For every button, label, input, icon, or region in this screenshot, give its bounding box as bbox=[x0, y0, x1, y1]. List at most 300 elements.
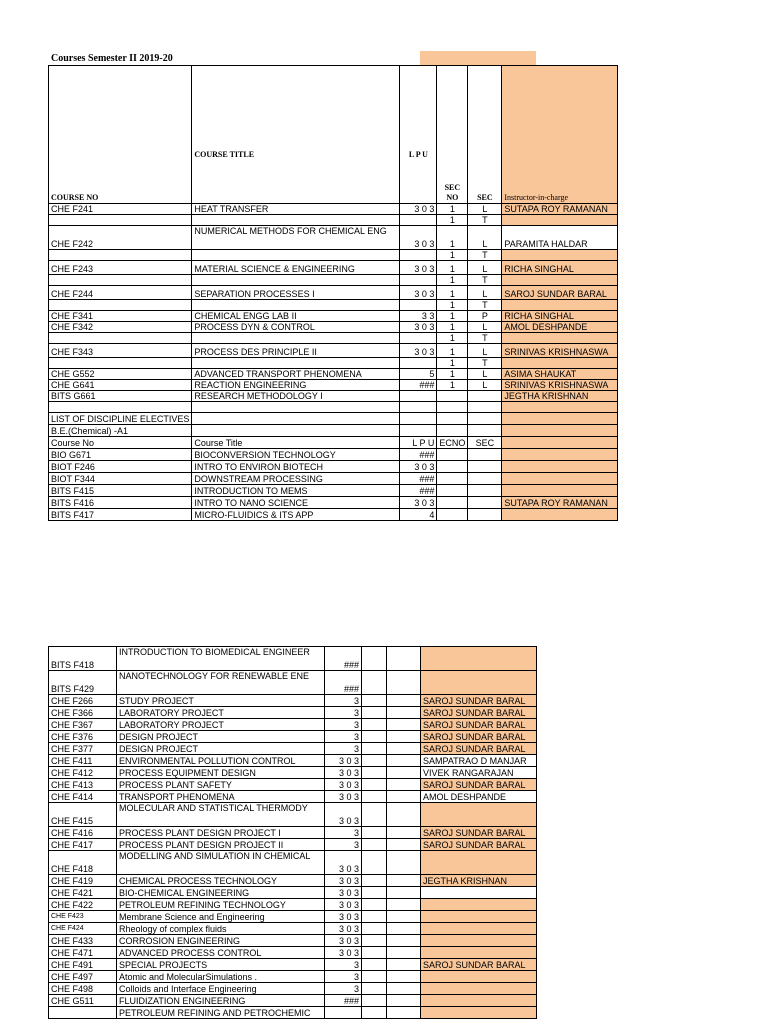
sec-no-cell bbox=[362, 983, 387, 995]
sec-no-cell bbox=[437, 497, 468, 509]
instructor-cell bbox=[421, 971, 537, 983]
courses-table-continued bbox=[48, 646, 537, 1019]
sec-no-cell: 1 bbox=[437, 322, 468, 333]
lpu-cell: 3 0 3 bbox=[325, 767, 362, 779]
course-title-cell: TRANSPORT PHENOMENA bbox=[117, 791, 325, 803]
course-title-cell: RESEARCH METHODOLOGY I bbox=[192, 391, 400, 402]
col-lpu: L P U bbox=[400, 150, 437, 204]
lpu-cell: 3 0 3 bbox=[325, 791, 362, 803]
instructor-cell bbox=[502, 473, 618, 485]
sec-no-cell bbox=[362, 719, 387, 731]
instructor-cell: AMOL DESHPANDE bbox=[502, 322, 618, 333]
electives-header-row bbox=[49, 437, 618, 449]
lpu-cell: 3 0 3 bbox=[325, 851, 362, 875]
header-spacer-row bbox=[49, 66, 618, 150]
course-no-cell: CHE F413 bbox=[49, 779, 117, 791]
elective-row bbox=[49, 497, 618, 509]
courses-table bbox=[48, 65, 618, 521]
course-no-cell: CHE F416 bbox=[49, 827, 117, 839]
lpu-cell: ### bbox=[400, 449, 437, 461]
instructor-cell: SAROJ SUNDAR BARAL bbox=[421, 743, 537, 755]
course-no-cell: BITS F417 bbox=[49, 509, 192, 521]
sec-no-cell bbox=[362, 803, 387, 827]
sec-no-cell bbox=[362, 779, 387, 791]
course-title-cell: BIOCONVERSION TECHNOLOGY bbox=[192, 449, 400, 461]
elective-col-lpu: L P U bbox=[400, 437, 437, 449]
elective-row bbox=[49, 449, 618, 461]
instructor-cell: SAROJ SUNDAR BARAL bbox=[421, 719, 537, 731]
sec-cell bbox=[387, 851, 421, 875]
sec-cell: L bbox=[468, 344, 502, 358]
course-title-cell bbox=[192, 275, 400, 286]
electives-sub-row-text: B.E.(Chemical) -A1 bbox=[49, 425, 192, 437]
table-row bbox=[49, 743, 537, 755]
instructor-cell bbox=[502, 449, 618, 461]
instructor-cell bbox=[421, 947, 537, 959]
empty-cell bbox=[192, 425, 400, 437]
instructor-cell bbox=[502, 509, 618, 521]
electives-title-row-text: LIST OF DISCIPLINE ELECTIVES bbox=[49, 413, 192, 425]
lpu-cell: ### bbox=[400, 485, 437, 497]
sec-no-cell bbox=[437, 402, 468, 413]
course-title-cell: NUMERICAL METHODS FOR CHEMICAL ENG bbox=[192, 226, 400, 250]
sec-cell: L bbox=[468, 380, 502, 391]
instructor-cell bbox=[502, 358, 618, 369]
sec-no-cell bbox=[362, 731, 387, 743]
sec-cell bbox=[387, 923, 421, 935]
course-no-cell: CHE F342 bbox=[49, 322, 192, 333]
lpu-cell: 3 0 3 bbox=[325, 779, 362, 791]
course-title-cell: LABORATORY PROJECT bbox=[117, 719, 325, 731]
course-no-cell: BITS F429 bbox=[49, 671, 117, 695]
lpu-cell: 3 0 3 bbox=[400, 286, 437, 300]
sec-no-cell bbox=[362, 707, 387, 719]
instructor-cell: SRINIVAS KRISHNASWA bbox=[502, 344, 618, 358]
sec-no-cell bbox=[362, 947, 387, 959]
course-no-cell bbox=[49, 358, 192, 369]
course-title-cell: FLUIDIZATION ENGINEERING bbox=[117, 995, 325, 1007]
course-no-cell: CHE F497 bbox=[49, 971, 117, 983]
sec-no-cell bbox=[362, 839, 387, 851]
sec-cell bbox=[468, 485, 502, 497]
sec-cell: T bbox=[468, 333, 502, 344]
course-no-cell: CHE F343 bbox=[49, 344, 192, 358]
sec-no-cell: 1 bbox=[437, 333, 468, 344]
lpu-cell: 3 0 3 bbox=[325, 875, 362, 887]
lpu-cell bbox=[400, 391, 437, 402]
sec-no-cell: 1 bbox=[437, 204, 468, 215]
sec-cell: T bbox=[468, 215, 502, 226]
table-row bbox=[49, 695, 537, 707]
instructor-cell bbox=[502, 425, 618, 437]
lpu-cell: 3 bbox=[325, 719, 362, 731]
header-row bbox=[49, 150, 618, 204]
course-title-cell bbox=[192, 402, 400, 413]
lpu-cell: 3 0 3 bbox=[325, 947, 362, 959]
table-row bbox=[49, 204, 618, 215]
table-row bbox=[49, 851, 537, 875]
sec-cell bbox=[387, 887, 421, 899]
instructor-cell: SAROJ SUNDAR BARAL bbox=[421, 959, 537, 971]
instructor-cell: SAROJ SUNDAR BARAL bbox=[421, 839, 537, 851]
sec-no-cell bbox=[362, 1007, 387, 1019]
lpu-cell: 3 bbox=[325, 959, 362, 971]
lpu-cell bbox=[400, 250, 437, 261]
instructor-cell bbox=[421, 899, 537, 911]
course-no-cell: BIO G671 bbox=[49, 449, 192, 461]
instructor-cell: PARAMITA HALDAR bbox=[502, 226, 618, 250]
sec-no-cell: 1 bbox=[437, 311, 468, 322]
course-title-cell: CHEMICAL PROCESS TECHNOLOGY bbox=[117, 875, 325, 887]
table-row bbox=[49, 344, 618, 358]
instructor-cell bbox=[421, 887, 537, 899]
course-no-cell: CHE F341 bbox=[49, 311, 192, 322]
sec-cell bbox=[387, 731, 421, 743]
elective-col-secno: ECNO bbox=[437, 437, 468, 449]
sec-cell bbox=[387, 935, 421, 947]
course-no-cell: CHE F414 bbox=[49, 791, 117, 803]
instructor-cell: SAMPATRAO D MANJAR bbox=[421, 755, 537, 767]
course-title-cell: LABORATORY PROJECT bbox=[117, 707, 325, 719]
instructor-cell: SAROJ SUNDAR BARAL bbox=[502, 286, 618, 300]
table-row bbox=[49, 275, 618, 286]
sec-no-cell bbox=[362, 647, 387, 671]
course-title-cell: PROCESS PLANT DESIGN PROJECT II bbox=[117, 839, 325, 851]
course-title-cell: PROCESS PLANT SAFETY bbox=[117, 779, 325, 791]
table-row bbox=[49, 311, 618, 322]
sec-no-cell: 1 bbox=[437, 300, 468, 311]
instructor-cell: SAROJ SUNDAR BARAL bbox=[421, 779, 537, 791]
sec-cell bbox=[387, 791, 421, 803]
lpu-cell bbox=[400, 402, 437, 413]
sec-cell bbox=[387, 767, 421, 779]
lpu-cell: 3 bbox=[325, 695, 362, 707]
sec-cell: L bbox=[468, 286, 502, 300]
course-title-cell: BIO-CHEMICAL ENGINEERING bbox=[117, 887, 325, 899]
course-title-cell: MOLECULAR AND STATISTICAL THERMODY bbox=[117, 803, 325, 827]
course-no-cell bbox=[49, 402, 192, 413]
table-row bbox=[49, 791, 537, 803]
sec-no-cell bbox=[437, 473, 468, 485]
sec-cell bbox=[468, 461, 502, 473]
instructor-cell: AMOL DESHPANDE bbox=[421, 791, 537, 803]
course-no-cell bbox=[49, 275, 192, 286]
course-no-cell: CHE F266 bbox=[49, 695, 117, 707]
sec-cell bbox=[387, 647, 421, 671]
electives-title-row bbox=[49, 413, 618, 425]
sec-no-cell bbox=[362, 887, 387, 899]
instructor-cell bbox=[502, 413, 618, 425]
lpu-cell bbox=[400, 275, 437, 286]
course-title-cell: HEAT TRANSFER bbox=[192, 204, 400, 215]
course-title-cell: ADVANCED PROCESS CONTROL bbox=[117, 947, 325, 959]
sec-cell bbox=[387, 827, 421, 839]
sec-no-cell: 1 bbox=[437, 226, 468, 250]
sec-cell: T bbox=[468, 300, 502, 311]
sec-cell: T bbox=[468, 358, 502, 369]
table-row bbox=[49, 333, 618, 344]
instructor-cell bbox=[502, 275, 618, 286]
course-no-cell bbox=[49, 250, 192, 261]
lpu-cell bbox=[400, 300, 437, 311]
elective-col-no: Course No bbox=[49, 437, 192, 449]
lpu-cell: 3 bbox=[325, 971, 362, 983]
sec-no-cell: 1 bbox=[437, 369, 468, 380]
sec-no-cell bbox=[437, 391, 468, 402]
lpu-cell: 3 0 3 bbox=[325, 923, 362, 935]
sec-no-cell bbox=[362, 671, 387, 695]
course-no-cell: BITS F418 bbox=[49, 647, 117, 671]
course-title-cell: PETROLEUM REFINING AND PETROCHEMIC bbox=[117, 1007, 325, 1019]
course-title-cell: MATERIAL SCIENCE & ENGINEERING bbox=[192, 261, 400, 275]
sec-cell bbox=[387, 671, 421, 695]
instructor-cell bbox=[421, 803, 537, 827]
course-no-cell: CHE F418 bbox=[49, 851, 117, 875]
course-title-cell: ENVIRONMENTAL POLLUTION CONTROL bbox=[117, 755, 325, 767]
table-row bbox=[49, 215, 618, 226]
sec-cell: L bbox=[468, 369, 502, 380]
sec-cell bbox=[387, 959, 421, 971]
lpu-cell: 3 bbox=[325, 707, 362, 719]
table-row bbox=[49, 779, 537, 791]
sec-no-cell bbox=[437, 461, 468, 473]
course-title-cell: CORROSION ENGINEERING bbox=[117, 935, 325, 947]
instructor-column-cap bbox=[420, 51, 536, 65]
sec-cell bbox=[468, 473, 502, 485]
course-no-cell: CHE F471 bbox=[49, 947, 117, 959]
course-no-cell: CHE F243 bbox=[49, 261, 192, 275]
lpu-cell: 3 0 3 bbox=[400, 497, 437, 509]
course-title-cell: MICRO-FLUIDICS & ITS APP bbox=[192, 509, 400, 521]
course-no-cell: BIOT F246 bbox=[49, 461, 192, 473]
instructor-cell bbox=[502, 437, 618, 449]
course-no-cell: CHE F411 bbox=[49, 755, 117, 767]
elective-row bbox=[49, 473, 618, 485]
course-no-cell: CHE F377 bbox=[49, 743, 117, 755]
instructor-cell bbox=[502, 485, 618, 497]
course-title-cell bbox=[192, 300, 400, 311]
sec-cell: T bbox=[468, 250, 502, 261]
lpu-cell: 3 0 3 bbox=[325, 911, 362, 923]
elective-row bbox=[49, 485, 618, 497]
course-no-cell: CHE F491 bbox=[49, 959, 117, 971]
table-row bbox=[49, 707, 537, 719]
course-title-cell: INTRO TO NANO SCIENCE bbox=[192, 497, 400, 509]
table-row bbox=[49, 322, 618, 333]
lpu-cell: 5 bbox=[400, 369, 437, 380]
table-row bbox=[49, 1007, 537, 1019]
instructor-cell: RICHA SINGHAL bbox=[502, 261, 618, 275]
sec-no-cell: 1 bbox=[437, 250, 468, 261]
table-row bbox=[49, 391, 618, 402]
table-row bbox=[49, 899, 537, 911]
elective-row bbox=[49, 461, 618, 473]
sec-no-cell bbox=[437, 449, 468, 461]
sec-no-cell: 1 bbox=[437, 344, 468, 358]
elective-row bbox=[49, 509, 618, 521]
sec-no-cell bbox=[362, 971, 387, 983]
sec-no-cell: 1 bbox=[437, 286, 468, 300]
col-sec: SEC bbox=[468, 150, 502, 204]
course-title-cell: PROCESS DES PRINCIPLE II bbox=[192, 344, 400, 358]
table-row bbox=[49, 887, 537, 899]
sec-cell bbox=[468, 402, 502, 413]
instructor-cell bbox=[421, 923, 537, 935]
lpu-cell: 3 0 3 bbox=[325, 803, 362, 827]
instructor-cell: SAROJ SUNDAR BARAL bbox=[421, 827, 537, 839]
instructor-cell: ASIMA SHAUKAT bbox=[502, 369, 618, 380]
sec-no-cell bbox=[362, 911, 387, 923]
sec-no-cell bbox=[362, 743, 387, 755]
sec-cell bbox=[387, 839, 421, 851]
sec-no-cell bbox=[362, 923, 387, 935]
sec-no-cell bbox=[362, 767, 387, 779]
course-no-cell: BITS G661 bbox=[49, 391, 192, 402]
course-no-cell bbox=[49, 300, 192, 311]
table-row bbox=[49, 300, 618, 311]
table-row bbox=[49, 755, 537, 767]
sec-cell bbox=[387, 911, 421, 923]
sec-cell bbox=[387, 875, 421, 887]
sec-cell: L bbox=[468, 226, 502, 250]
instructor-cell bbox=[502, 215, 618, 226]
lpu-cell bbox=[400, 215, 437, 226]
course-title-cell bbox=[192, 333, 400, 344]
instructor-cell bbox=[421, 935, 537, 947]
lpu-cell: 3 0 3 bbox=[400, 322, 437, 333]
course-title-cell: PETROLEUM REFINING TECHNOLOGY bbox=[117, 899, 325, 911]
course-no-cell: CHE G641 bbox=[49, 380, 192, 391]
sec-no-cell bbox=[362, 995, 387, 1007]
lpu-cell bbox=[325, 1007, 362, 1019]
table-row bbox=[49, 358, 618, 369]
instructor-cell: SAROJ SUNDAR BARAL bbox=[421, 707, 537, 719]
sec-no-cell bbox=[437, 485, 468, 497]
course-title-cell: DESIGN PROJECT bbox=[117, 743, 325, 755]
course-title-cell: PROCESS DYN & CONTROL bbox=[192, 322, 400, 333]
electives-sub-row bbox=[49, 425, 618, 437]
lpu-cell bbox=[400, 358, 437, 369]
table-row bbox=[49, 226, 618, 250]
table-row bbox=[49, 402, 618, 413]
course-title-cell: Colloids and Interface Engineering bbox=[117, 983, 325, 995]
instructor-cell bbox=[421, 647, 537, 671]
course-no-cell: BITS F415 bbox=[49, 485, 192, 497]
table-row bbox=[49, 719, 537, 731]
sec-cell bbox=[387, 995, 421, 1007]
table-row bbox=[49, 671, 537, 695]
lpu-cell bbox=[400, 333, 437, 344]
col-instructor: Instructor-in-charge bbox=[502, 150, 618, 204]
lpu-cell: 3 0 3 bbox=[400, 204, 437, 215]
sec-no-cell: 1 bbox=[437, 215, 468, 226]
sec-cell bbox=[468, 509, 502, 521]
instructor-cell: JEGTHA KRISHNAN bbox=[421, 875, 537, 887]
sec-cell: P bbox=[468, 311, 502, 322]
table-row bbox=[49, 250, 618, 261]
table-row bbox=[49, 875, 537, 887]
lpu-cell: 3 0 3 bbox=[400, 261, 437, 275]
course-title-cell: Rheology of complex fluids bbox=[117, 923, 325, 935]
instructor-cell: SUTAPA ROY RAMANAN bbox=[502, 497, 618, 509]
instructor-cell bbox=[502, 402, 618, 413]
course-no-cell: CHE F412 bbox=[49, 767, 117, 779]
table-row bbox=[49, 647, 537, 671]
instructor-cell bbox=[502, 333, 618, 344]
sec-cell bbox=[387, 947, 421, 959]
course-no-cell: CHE F419 bbox=[49, 875, 117, 887]
course-no-cell: CHE F424 bbox=[49, 923, 117, 935]
sec-no-cell bbox=[362, 899, 387, 911]
sec-cell bbox=[387, 899, 421, 911]
course-no-cell: CHE F433 bbox=[49, 935, 117, 947]
course-title-cell: PROCESS EQUIPMENT DESIGN bbox=[117, 767, 325, 779]
table-row bbox=[49, 827, 537, 839]
sec-cell bbox=[387, 743, 421, 755]
sec-no-cell bbox=[362, 935, 387, 947]
course-no-cell: CHE F241 bbox=[49, 204, 192, 215]
course-no-cell bbox=[49, 215, 192, 226]
table-row bbox=[49, 261, 618, 275]
course-title-cell: INTRO TO ENVIRON BIOTECH bbox=[192, 461, 400, 473]
course-no-cell: BITS F416 bbox=[49, 497, 192, 509]
lpu-cell: 3 0 3 bbox=[325, 755, 362, 767]
instructor-cell bbox=[421, 851, 537, 875]
table-row bbox=[49, 947, 537, 959]
table-row bbox=[49, 286, 618, 300]
course-no-cell: CHE F244 bbox=[49, 286, 192, 300]
sec-no-cell bbox=[362, 851, 387, 875]
sec-cell bbox=[468, 391, 502, 402]
course-title-cell: NANOTECHNOLOGY FOR RENEWABLE ENE bbox=[117, 671, 325, 695]
course-title-cell: INTRODUCTION TO BIOMEDICAL ENGINEER bbox=[117, 647, 325, 671]
sec-cell bbox=[387, 719, 421, 731]
lpu-cell: ### bbox=[325, 995, 362, 1007]
instructor-cell bbox=[421, 911, 537, 923]
table-row bbox=[49, 380, 618, 391]
sec-no-cell: 1 bbox=[437, 358, 468, 369]
course-title-cell bbox=[192, 250, 400, 261]
lpu-cell: 3 0 3 bbox=[325, 899, 362, 911]
table-row bbox=[49, 935, 537, 947]
sec-cell bbox=[387, 779, 421, 791]
course-no-cell: CHE F366 bbox=[49, 707, 117, 719]
course-no-cell: CHE G511 bbox=[49, 995, 117, 1007]
lpu-cell: 3 0 3 bbox=[325, 935, 362, 947]
instructor-cell bbox=[421, 995, 537, 1007]
sec-cell: T bbox=[468, 275, 502, 286]
table-row bbox=[49, 369, 618, 380]
col-sec-no: SEC NO bbox=[437, 150, 468, 204]
course-title-cell: SEPARATION PROCESSES I bbox=[192, 286, 400, 300]
table-row bbox=[49, 923, 537, 935]
course-title-cell: INTRODUCTION TO MEMS bbox=[192, 485, 400, 497]
course-title-cell: DESIGN PROJECT bbox=[117, 731, 325, 743]
elective-col-sec: SEC bbox=[468, 437, 502, 449]
course-no-cell: BIOT F344 bbox=[49, 473, 192, 485]
course-title-cell: ADVANCED TRANSPORT PHENOMENA bbox=[192, 369, 400, 380]
course-no-cell: CHE F421 bbox=[49, 887, 117, 899]
sec-cell bbox=[387, 803, 421, 827]
course-no-cell: CHE G552 bbox=[49, 369, 192, 380]
sec-cell bbox=[387, 695, 421, 707]
instructor-cell: JEGTHA KRISHNAN bbox=[502, 391, 618, 402]
instructor-cell: SRINIVAS KRISHNASWA bbox=[502, 380, 618, 391]
course-title-cell: MODELLING AND SIMULATION IN CHEMICAL bbox=[117, 851, 325, 875]
instructor-cell: SAROJ SUNDAR BARAL bbox=[421, 695, 537, 707]
elective-col-title: Course Title bbox=[192, 437, 400, 449]
sec-no-cell bbox=[437, 509, 468, 521]
